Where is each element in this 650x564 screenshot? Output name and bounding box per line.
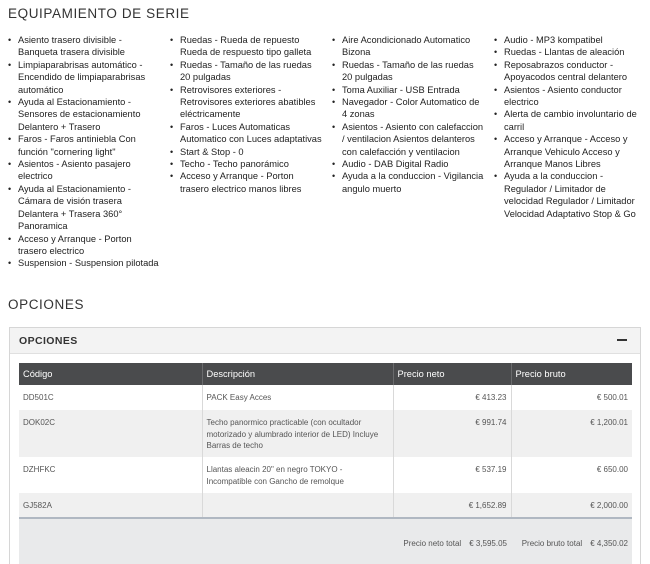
- list-item: • Ayuda al Estacionamiento - Cámara de visión trasera Delantera + Trasera 360° Panoramica: [8, 183, 160, 233]
- list-item: • Asientos - Asiento conductor electrico: [494, 84, 646, 109]
- minus-icon: [617, 339, 627, 341]
- header-descripcion[interactable]: Descripción: [202, 363, 393, 385]
- cell-precio-neto: € 413.23: [393, 385, 511, 410]
- total-bruto-value: € 4,350.02: [590, 539, 628, 548]
- list-item: • Limpiaparabrisas automático - Encendido de limpiaparabrisas automático: [8, 59, 160, 96]
- equipamiento-list: [0, 34, 650, 279]
- list-item: • Audio - DAB Digital Radio: [332, 158, 484, 170]
- cell-descripcion: Techo panormico practicable (con ocultador motorizado y alumbrado interior de LED) Incluye Barras de techo: [202, 410, 393, 457]
- collapse-button[interactable]: [615, 333, 629, 347]
- cell-codigo: DZHFKC: [19, 457, 202, 493]
- list-item: • Ruedas - Tamaño de las ruedas 20 pulgadas: [332, 59, 484, 84]
- equipamiento-column-3: [332, 34, 484, 195]
- cell-precio-neto: € 537.19: [393, 457, 511, 493]
- opciones-table: [19, 363, 632, 550]
- cell-precio-bruto: € 2,000.00: [511, 493, 632, 518]
- cell-precio-neto: € 1,652.89: [393, 493, 511, 518]
- header-precio-bruto[interactable]: Precio bruto: [511, 363, 632, 385]
- list-item: • Suspension - Suspension pilotada: [8, 257, 160, 269]
- list-item: • Alerta de cambio involuntario de carril: [494, 108, 646, 133]
- equipamiento-title: EQUIPAMIENTO DE SERIE: [8, 6, 190, 21]
- cell-descripcion: Llantas aleacin 20" en negro TOKYO - Incompatible con Gancho de remolque: [202, 457, 393, 493]
- list-item: • Ruedas - Rueda de repuesto Rueda de respuesto tipo galleta: [170, 34, 322, 59]
- list-item: • Faros - Faros antiniebla Con función "cornering light": [8, 133, 160, 158]
- list-item: • Ayuda a la conduccion - Vigilancia angulo muerto: [332, 170, 484, 195]
- cell-precio-bruto: € 650.00: [511, 457, 632, 493]
- list-item: • Ruedas - Llantas de aleación: [494, 46, 646, 58]
- equipamiento-column-1: [8, 34, 160, 270]
- list-item: • Aire Acondicionado Automatico Bizona: [332, 34, 484, 59]
- equipamiento-column-2: [170, 34, 322, 195]
- table-row: [19, 385, 632, 410]
- cell-precio-bruto: € 500.01: [511, 385, 632, 410]
- cell-codigo: DOK02C: [19, 410, 202, 457]
- list-item: • Asiento trasero divisible - Banqueta trasera divisible: [8, 34, 160, 59]
- list-item: • Asientos - Asiento con calefaccion / ventilacion Asientos delanteros con calefacción y ventilacion: [332, 121, 484, 158]
- table-header-row: [19, 363, 632, 385]
- opciones-table-wrapper: [19, 363, 632, 564]
- list-item: • Navegador - Color Automatico de 4 zonas: [332, 96, 484, 121]
- list-item: • Ruedas - Tamaño de las ruedas 20 pulgadas: [170, 59, 322, 84]
- list-item: • Ayuda al Estacionamiento - Sensores de estacionamiento Delantero + Trasero: [8, 96, 160, 133]
- list-item: • Faros - Luces Automaticas Automatico con Luces adaptativas: [170, 121, 322, 146]
- total-neto-value: € 3,595.05: [469, 539, 507, 548]
- cell-descripcion: [202, 493, 393, 518]
- list-item: • Retrovisores exteriores - Retrovisores exteriores abatibles eléctricamente: [170, 84, 322, 121]
- list-item: • Start & Stop - 0: [170, 146, 322, 158]
- list-item: • Acceso y Arranque - Porton trasero electrico manos libres: [170, 170, 322, 195]
- opciones-panel: [9, 327, 641, 564]
- cell-descripcion: PACK Easy Acces: [202, 385, 393, 410]
- list-item: • Toma Auxiliar - USB Entrada: [332, 84, 484, 96]
- cell-precio-bruto: € 1,200.01: [511, 410, 632, 457]
- cell-precio-neto: € 991.74: [393, 410, 511, 457]
- total-bruto-label: Precio bruto total: [521, 539, 583, 548]
- total-neto-label: Precio neto total: [403, 539, 462, 548]
- table-row: [19, 493, 632, 518]
- table-row: [19, 457, 632, 493]
- opciones-section-title: OPCIONES: [8, 297, 85, 312]
- list-item: • Ayuda a la conduccion - Regulador / Limitador de velocidad Regulador / Limitador Velocidad Adaptativo Stop & Go: [494, 170, 646, 220]
- cell-codigo: DD501C: [19, 385, 202, 410]
- totals-row: [19, 518, 632, 550]
- header-precio-neto[interactable]: Precio neto: [393, 363, 511, 385]
- table-row: [19, 410, 632, 457]
- list-item: • Acceso y Arranque - Porton trasero electrico: [8, 233, 160, 258]
- opciones-panel-header[interactable]: [10, 328, 640, 354]
- list-item: • Reposabrazos conductor - Apoyacodos central delantero: [494, 59, 646, 84]
- header-codigo[interactable]: Código: [19, 363, 202, 385]
- list-item: • Asientos - Asiento pasajero electrico: [8, 158, 160, 183]
- list-item: • Audio - MP3 kompatibel: [494, 34, 646, 46]
- opciones-panel-title: OPCIONES: [19, 335, 78, 347]
- list-item: • Techo - Techo panorámico: [170, 158, 322, 170]
- equipamiento-column-4: [494, 34, 646, 220]
- list-item: • Acceso y Arranque - Acceso y Arranque Vehiculo Acceso y Arranque Manos Libres: [494, 133, 646, 170]
- cell-codigo: GJ582A: [19, 493, 202, 518]
